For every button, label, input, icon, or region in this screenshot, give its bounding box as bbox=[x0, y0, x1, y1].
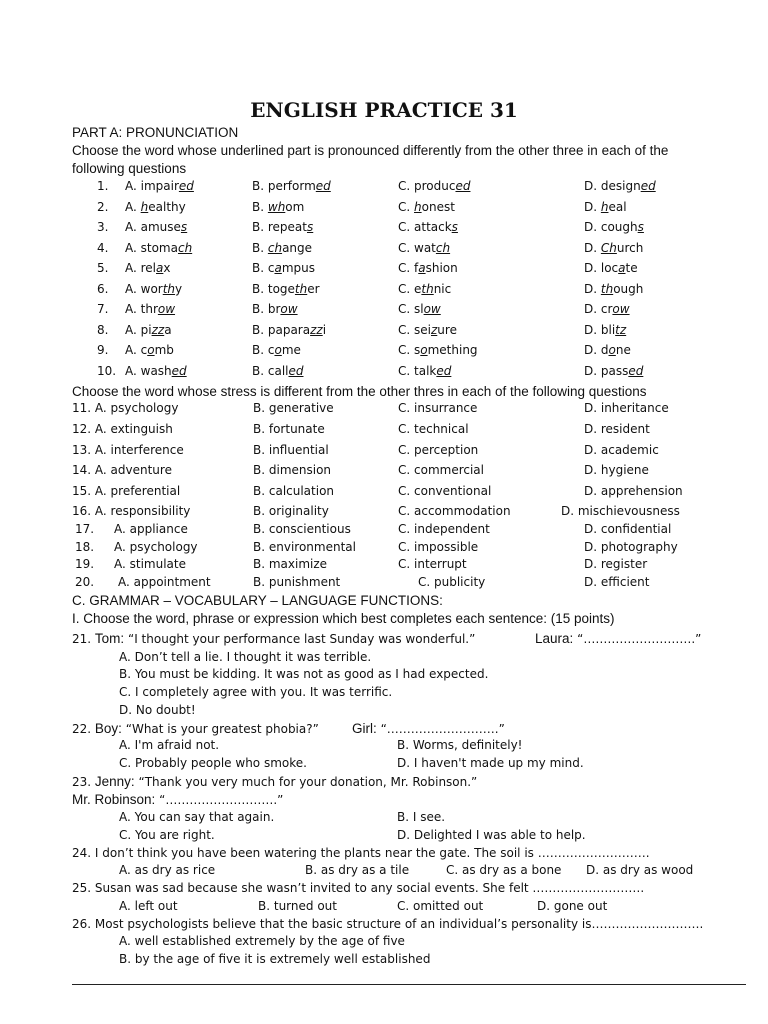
option[interactable]: D. as dry as wood bbox=[586, 863, 694, 877]
answer-blank: “……………………….” bbox=[376, 722, 505, 736]
option[interactable] bbox=[398, 220, 458, 234]
option[interactable]: C. publicity bbox=[418, 575, 486, 589]
option[interactable] bbox=[125, 282, 182, 296]
underlined-part: Ch bbox=[600, 240, 617, 255]
option[interactable] bbox=[584, 179, 656, 193]
underlined-part: th bbox=[600, 281, 614, 296]
option[interactable]: B. I see. bbox=[397, 810, 446, 824]
underlined-part: o bbox=[608, 343, 616, 357]
option[interactable] bbox=[584, 343, 631, 357]
option[interactable] bbox=[252, 241, 312, 255]
underlined-part: ed bbox=[455, 179, 471, 193]
option[interactable]: B. dimension bbox=[253, 463, 332, 477]
word-part: A. thr bbox=[125, 302, 158, 316]
question-23-reply bbox=[72, 792, 283, 807]
word-part: D. cough bbox=[584, 220, 638, 234]
underlined-part: s bbox=[451, 220, 458, 234]
question-number: 18. bbox=[75, 540, 95, 554]
underlined-part: h bbox=[600, 199, 609, 214]
word-part: C. sei bbox=[398, 322, 431, 337]
question-number: 2. bbox=[97, 199, 109, 214]
stress-instruction: Choose the word whose stress is different from the other thres in each of the following questions bbox=[72, 384, 647, 399]
option[interactable]: A. appointment bbox=[118, 575, 211, 589]
pronunciation-instruction: Choose the word whose underlined part is pronounced differently from the other three in each of the bbox=[72, 143, 669, 158]
option[interactable]: A. Don’t tell a lie. I thought it was terrible. bbox=[119, 650, 372, 664]
option[interactable]: B. by the age of five it is extremely well established bbox=[119, 952, 431, 966]
word-part: B. bbox=[252, 240, 268, 255]
option[interactable]: C. impossible bbox=[398, 540, 479, 554]
question-26: 26. Most psychologists believe that the basic structure of an individual’s personality is………………………. bbox=[72, 917, 704, 931]
option[interactable] bbox=[398, 179, 470, 193]
word-part: D. design bbox=[584, 179, 641, 193]
option[interactable]: C. independent bbox=[398, 522, 490, 536]
option[interactable] bbox=[252, 179, 331, 193]
word-part: A. bbox=[125, 199, 141, 214]
option[interactable]: B. Worms, definitely! bbox=[397, 738, 523, 752]
underlined-part: zz bbox=[310, 322, 323, 337]
option[interactable] bbox=[125, 261, 170, 275]
word-part: A. wor bbox=[125, 281, 163, 296]
option[interactable]: B. calculation bbox=[253, 484, 335, 498]
word-part: ure bbox=[437, 322, 457, 337]
option[interactable]: D. Delighted I was able to help. bbox=[397, 828, 586, 842]
option[interactable]: 16. A. responsibility bbox=[72, 504, 191, 518]
underlined-part: ed bbox=[288, 363, 304, 378]
option[interactable] bbox=[398, 364, 451, 378]
option[interactable] bbox=[584, 302, 630, 316]
option[interactable]: B. punishment bbox=[253, 575, 341, 589]
word-part: D. bli bbox=[584, 322, 616, 337]
speaker-boy: Boy: bbox=[94, 721, 122, 736]
question-text: “I thought your performance last Sunday was wonderful.” bbox=[124, 632, 476, 646]
underlined-part: ch bbox=[267, 240, 283, 255]
word-part: A. pi bbox=[125, 322, 152, 337]
question-23 bbox=[72, 774, 477, 789]
underlined-part: s bbox=[180, 220, 188, 234]
option[interactable] bbox=[398, 241, 450, 255]
option[interactable]: C. I completely agree with you. It was terrific. bbox=[119, 685, 393, 699]
option[interactable]: B. turned out bbox=[258, 899, 337, 913]
option[interactable]: C. technical bbox=[398, 422, 469, 436]
word-part: C. e bbox=[398, 281, 422, 296]
word-part: B. c bbox=[252, 261, 275, 275]
question-text: “Thank you very much for your donation, Mr. Robinson.” bbox=[134, 775, 478, 789]
option[interactable]: C. conventional bbox=[398, 484, 492, 498]
option[interactable]: C. omitted out bbox=[397, 899, 484, 913]
word-part: C. bbox=[398, 199, 415, 214]
option[interactable]: 11. A. psychology bbox=[72, 401, 179, 415]
speaker-girl: Girl: bbox=[352, 721, 377, 736]
word-part: te bbox=[625, 261, 638, 275]
question-21 bbox=[72, 631, 475, 646]
underlined-part: ow bbox=[423, 302, 441, 316]
option[interactable]: A. psychology bbox=[114, 540, 198, 554]
option[interactable]: A. You can say that again. bbox=[119, 810, 275, 824]
option[interactable]: C. insurrance bbox=[398, 401, 478, 415]
underlined-part: a bbox=[618, 261, 626, 275]
underlined-part: a bbox=[274, 261, 282, 275]
word-part: y bbox=[175, 281, 183, 296]
option[interactable] bbox=[584, 323, 626, 337]
underlined-part: z bbox=[430, 322, 438, 337]
option[interactable]: 15. A. preferential bbox=[72, 484, 181, 498]
question-number: 22. bbox=[72, 722, 95, 736]
grammar-instruction: I. Choose the word, phrase or expression which best completes each sentence: (15 points) bbox=[72, 611, 615, 626]
option[interactable]: D. register bbox=[584, 557, 648, 571]
word-part: B. perform bbox=[252, 179, 316, 193]
answer-blank: “……………………….” bbox=[573, 632, 702, 646]
word-part: D. loc bbox=[584, 261, 619, 275]
underlined-part: ow bbox=[280, 302, 298, 316]
option[interactable]: C. accommodation bbox=[398, 504, 511, 518]
underlined-part: tz bbox=[615, 322, 627, 337]
question-22 bbox=[72, 721, 319, 736]
option[interactable]: A. stimulate bbox=[114, 557, 186, 571]
underlined-part: h bbox=[414, 199, 422, 214]
option[interactable] bbox=[398, 200, 455, 214]
option[interactable]: C. commercial bbox=[398, 463, 484, 477]
underlined-part: ed bbox=[178, 179, 194, 193]
option[interactable]: C. interrupt bbox=[398, 557, 467, 571]
option[interactable]: C. You are right. bbox=[119, 828, 215, 842]
option[interactable]: D. efficient bbox=[584, 575, 650, 589]
word-part: C. wat bbox=[398, 240, 436, 255]
underlined-part: o bbox=[274, 343, 282, 357]
word-part: B. papara bbox=[252, 322, 311, 337]
pronunciation-instruction-cont: following questions bbox=[72, 161, 187, 176]
option[interactable] bbox=[125, 200, 186, 214]
underlined-part: ed bbox=[315, 179, 331, 193]
speaker-mr-robinson: Mr. Robinson: bbox=[72, 792, 156, 807]
underlined-part: th bbox=[294, 281, 308, 296]
option[interactable] bbox=[252, 364, 303, 378]
underlined-part: a bbox=[418, 261, 426, 275]
option[interactable]: B. influential bbox=[253, 443, 329, 457]
word-part: A. c bbox=[125, 343, 148, 357]
option[interactable]: D. academic bbox=[584, 443, 659, 457]
question-number: 19. bbox=[75, 557, 95, 571]
word-part: A. rel bbox=[125, 261, 157, 275]
option[interactable]: 12. A. extinguish bbox=[72, 422, 173, 436]
option[interactable] bbox=[584, 241, 643, 255]
option[interactable] bbox=[125, 220, 187, 234]
option[interactable] bbox=[398, 323, 457, 337]
option[interactable] bbox=[584, 282, 643, 296]
word-part: D. cr bbox=[584, 302, 613, 316]
option[interactable]: B. conscientious bbox=[253, 522, 351, 536]
option[interactable]: D. gone out bbox=[537, 899, 608, 913]
word-part: mething bbox=[427, 343, 478, 357]
word-part: C. s bbox=[398, 343, 421, 357]
word-part: onest bbox=[421, 199, 455, 214]
question-number: 20. bbox=[75, 575, 95, 589]
word-part: D. d bbox=[584, 343, 609, 357]
question-21-reply bbox=[535, 631, 701, 646]
question-number: 21. bbox=[72, 632, 95, 646]
question-number: 5. bbox=[97, 261, 109, 275]
word-part: urch bbox=[616, 240, 644, 255]
word-part: B. bbox=[252, 199, 268, 214]
word-part: A. wash bbox=[125, 363, 172, 378]
word-part: mb bbox=[154, 343, 174, 357]
speaker-jenny: Jenny: bbox=[94, 774, 135, 789]
option[interactable]: 13. A. interference bbox=[72, 443, 184, 457]
option[interactable]: D. confidential bbox=[584, 522, 672, 536]
option[interactable] bbox=[252, 200, 304, 214]
word-part: mpus bbox=[281, 261, 315, 275]
option[interactable]: C. Probably people who smoke. bbox=[119, 756, 307, 770]
question-number: 17. bbox=[75, 522, 95, 536]
option[interactable] bbox=[125, 179, 194, 193]
option[interactable] bbox=[252, 302, 298, 316]
option[interactable]: B. maximize bbox=[253, 557, 328, 571]
question-number: 1. bbox=[97, 179, 109, 193]
option[interactable] bbox=[125, 323, 172, 337]
option[interactable]: B. originality bbox=[253, 504, 329, 518]
underlined-part: s bbox=[306, 220, 314, 234]
underlined-part: ow bbox=[612, 302, 630, 316]
underlined-part: ed bbox=[640, 179, 656, 193]
option[interactable] bbox=[584, 200, 627, 214]
option[interactable]: D. mischievousness bbox=[561, 504, 680, 518]
option[interactable] bbox=[252, 261, 315, 275]
underlined-part: h bbox=[140, 199, 149, 214]
word-part: ange bbox=[282, 240, 313, 255]
option[interactable]: B. generative bbox=[253, 401, 334, 415]
option[interactable]: A. appliance bbox=[114, 522, 188, 536]
word-part: D. pass bbox=[584, 363, 629, 378]
option[interactable] bbox=[584, 261, 638, 275]
speaker-laura: Laura: bbox=[535, 631, 574, 646]
question-number: 7. bbox=[97, 302, 109, 316]
speaker-tom: Tom: bbox=[94, 631, 125, 646]
word-part: nic bbox=[433, 281, 452, 296]
option[interactable]: 14. A. adventure bbox=[72, 463, 172, 477]
underlined-part: ed bbox=[436, 363, 452, 378]
word-part: D. bbox=[584, 199, 601, 214]
underlined-part: ch bbox=[435, 240, 451, 255]
word-part: C. f bbox=[398, 261, 419, 275]
question-number: 3. bbox=[97, 220, 109, 234]
word-part: B. c bbox=[252, 343, 275, 357]
word-part: A. stoma bbox=[125, 240, 178, 255]
option[interactable]: D. apprehension bbox=[584, 484, 683, 498]
option[interactable]: B. fortunate bbox=[253, 422, 325, 436]
word-part: B. toge bbox=[252, 281, 295, 296]
underlined-part: th bbox=[162, 281, 176, 296]
word-part: eal bbox=[608, 199, 627, 214]
word-part: om bbox=[285, 199, 305, 214]
underlined-part: zz bbox=[151, 322, 165, 337]
word-part: C. produc bbox=[398, 179, 456, 193]
underlined-part: ed bbox=[171, 363, 187, 378]
option[interactable]: D. I haven't made up my mind. bbox=[397, 756, 584, 770]
underlined-part: o bbox=[147, 343, 155, 357]
word-part: A. amuse bbox=[125, 220, 181, 234]
word-part: ough bbox=[613, 281, 644, 296]
word-part: shion bbox=[425, 261, 458, 275]
question-22-reply bbox=[352, 721, 505, 736]
word-part: C. attack bbox=[398, 220, 452, 234]
option[interactable]: A. I'm afraid not. bbox=[119, 738, 220, 752]
option[interactable]: D. No doubt! bbox=[119, 703, 196, 717]
option[interactable]: B. as dry as a tile bbox=[305, 863, 410, 877]
option[interactable] bbox=[398, 343, 478, 357]
option[interactable] bbox=[398, 261, 458, 275]
word-part: x bbox=[163, 261, 171, 275]
question-number: 10. bbox=[97, 363, 117, 378]
word-part: C. talk bbox=[398, 363, 437, 378]
option[interactable] bbox=[125, 343, 174, 357]
underlined-part: ch bbox=[177, 240, 193, 255]
word-part: D. bbox=[584, 240, 601, 255]
option[interactable] bbox=[125, 302, 175, 316]
underlined-part: o bbox=[420, 343, 428, 357]
question-24: 24. I don’t think you have been watering the plants near the gate. The soil is ………………………. bbox=[72, 846, 650, 860]
option[interactable]: D. photography bbox=[584, 540, 678, 554]
word-part: ealthy bbox=[148, 199, 186, 214]
underlined-part: s bbox=[637, 220, 644, 234]
option[interactable] bbox=[398, 302, 441, 316]
question-number: 6. bbox=[97, 281, 109, 296]
question-number: 9. bbox=[97, 343, 109, 357]
option[interactable] bbox=[252, 282, 320, 296]
answer-blank: “……………………….” bbox=[155, 793, 284, 807]
question-25: 25. Susan was sad because she wasn’t invited to any social events. She felt ………………………. bbox=[72, 881, 645, 895]
question-number: 23. bbox=[72, 775, 95, 789]
option[interactable] bbox=[252, 343, 301, 357]
option[interactable] bbox=[398, 282, 451, 296]
option[interactable]: A. well established extremely by the age of five bbox=[119, 934, 405, 948]
question-number: 8. bbox=[97, 322, 109, 337]
part-c-heading: C. GRAMMAR – VOCABULARY – LANGUAGE FUNCTIONS: bbox=[72, 593, 443, 608]
underlined-part: a bbox=[156, 261, 164, 275]
option[interactable]: C. perception bbox=[398, 443, 479, 457]
word-part: B. repeat bbox=[252, 220, 307, 234]
underlined-part: th bbox=[421, 281, 434, 296]
underlined-part: ow bbox=[157, 302, 176, 316]
word-part: i bbox=[322, 322, 327, 337]
underlined-part: wh bbox=[267, 199, 286, 214]
option[interactable]: B. You must be kidding. It was not as good as I had expected. bbox=[119, 667, 489, 681]
option[interactable]: D. hygiene bbox=[584, 463, 649, 477]
word-part: er bbox=[307, 281, 320, 296]
word-part: A. impair bbox=[125, 179, 179, 193]
word-part: B. call bbox=[252, 363, 289, 378]
page-title: ENGLISH PRACTICE 31 bbox=[250, 98, 518, 122]
option[interactable]: B. environmental bbox=[253, 540, 356, 554]
option[interactable] bbox=[252, 323, 326, 337]
word-part: D. bbox=[584, 281, 601, 296]
option[interactable]: A. as dry as rice bbox=[119, 863, 216, 877]
word-part: B. br bbox=[252, 302, 281, 316]
word-part: C. sl bbox=[398, 302, 424, 316]
word-part: me bbox=[281, 343, 301, 357]
word-part: a bbox=[164, 322, 172, 337]
option[interactable]: D. resident bbox=[584, 422, 650, 436]
option[interactable] bbox=[584, 364, 643, 378]
footer-divider bbox=[72, 984, 746, 985]
question-number: 4. bbox=[97, 240, 109, 255]
option[interactable]: C. as dry as a bone bbox=[446, 863, 562, 877]
option[interactable]: D. inheritance bbox=[584, 401, 669, 415]
option[interactable] bbox=[125, 241, 192, 255]
option[interactable] bbox=[584, 220, 644, 234]
option[interactable] bbox=[125, 364, 187, 378]
option[interactable]: A. left out bbox=[119, 899, 178, 913]
underlined-part: ed bbox=[628, 363, 644, 378]
question-text: “What is your greatest phobia?” bbox=[121, 722, 319, 736]
word-part: ne bbox=[615, 343, 631, 357]
part-a-heading: PART A: PRONUNCIATION bbox=[72, 125, 239, 140]
option[interactable] bbox=[252, 220, 313, 234]
